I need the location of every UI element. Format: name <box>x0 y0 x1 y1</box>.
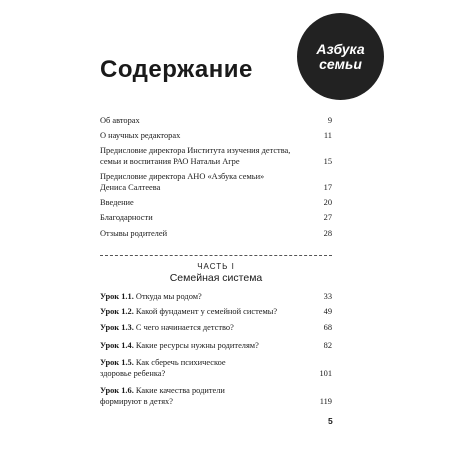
toc-entry <box>100 229 332 240</box>
publisher-logo <box>297 13 384 100</box>
lesson-page: 68 <box>323 323 332 332</box>
toc-entry-text: О научных редакторах <box>100 131 181 140</box>
toc-entry-page: 9 <box>327 116 332 125</box>
logo-line-2: семьи <box>319 55 362 72</box>
page-title: Содержание <box>100 56 253 83</box>
lesson-title: С чего начинается детство? <box>135 323 234 332</box>
toc-entry-page: 20 <box>323 198 332 207</box>
toc-entry <box>100 172 332 193</box>
toc-lesson <box>100 323 332 334</box>
lesson-number: Урок 1.4. <box>100 341 134 350</box>
lesson-page: 119 <box>319 396 332 406</box>
toc-entry-page: 15 <box>323 156 332 166</box>
toc-lesson <box>100 386 332 407</box>
toc-entry-text: Отзывы родителей <box>100 229 168 238</box>
toc-entry <box>100 131 332 142</box>
toc-entry <box>100 146 332 167</box>
toc-entry-text: Введение <box>100 198 134 207</box>
lesson-title: Откуда мы родом? <box>135 292 202 301</box>
lesson-number: Урок 1.3. <box>100 323 134 332</box>
toc-entry-text: Благодарности <box>100 213 153 222</box>
lesson-title: Какой фундамент у семейной системы? <box>135 307 278 316</box>
lesson-page: 33 <box>323 292 332 301</box>
logo-line-1: Азбука <box>316 40 365 57</box>
toc-entry <box>100 116 332 127</box>
toc-entry-text: Об авторах <box>100 116 140 125</box>
toc-entry-page: 27 <box>323 213 332 222</box>
lesson-number: Урок 1.2. <box>100 307 134 316</box>
part-label: ЧАСТЬ I <box>197 262 235 271</box>
lesson-page: 101 <box>319 368 332 378</box>
part-name: Семейная система <box>169 272 263 284</box>
toc-entry-text: Предисловие директора АНО «Азбука семьи» Дениса Салтеева <box>100 172 265 192</box>
lesson-title: Как сберечь психическое здоровье ребенка? <box>100 358 226 378</box>
toc-entry-page: 17 <box>323 182 332 192</box>
toc-entry <box>100 198 332 209</box>
toc-lesson <box>100 341 332 352</box>
lesson-page: 82 <box>323 341 332 350</box>
part-heading <box>100 261 332 285</box>
lesson-number: Урок 1.1. <box>100 292 134 301</box>
toc-lesson <box>100 358 332 379</box>
toc-entry-text: Предисловие директора Института изучения детства, семьи и воспитания РАО Натальи Агре <box>100 146 291 166</box>
section-divider <box>100 255 332 256</box>
lesson-number: Урок 1.6. <box>100 386 134 395</box>
toc-entry-page: 11 <box>323 131 332 140</box>
lesson-title: Какие ресурсы нужны родителям? <box>135 341 259 350</box>
toc-lesson <box>100 307 332 318</box>
toc-entry-page: 28 <box>323 229 332 238</box>
toc-entry <box>100 213 332 224</box>
lesson-page: 49 <box>323 307 332 316</box>
toc-lesson <box>100 292 332 303</box>
lesson-title: Какие качества родители формируют в детях? <box>100 386 225 406</box>
lesson-number: Урок 1.5. <box>100 358 134 367</box>
page-number: 5 <box>328 416 333 426</box>
